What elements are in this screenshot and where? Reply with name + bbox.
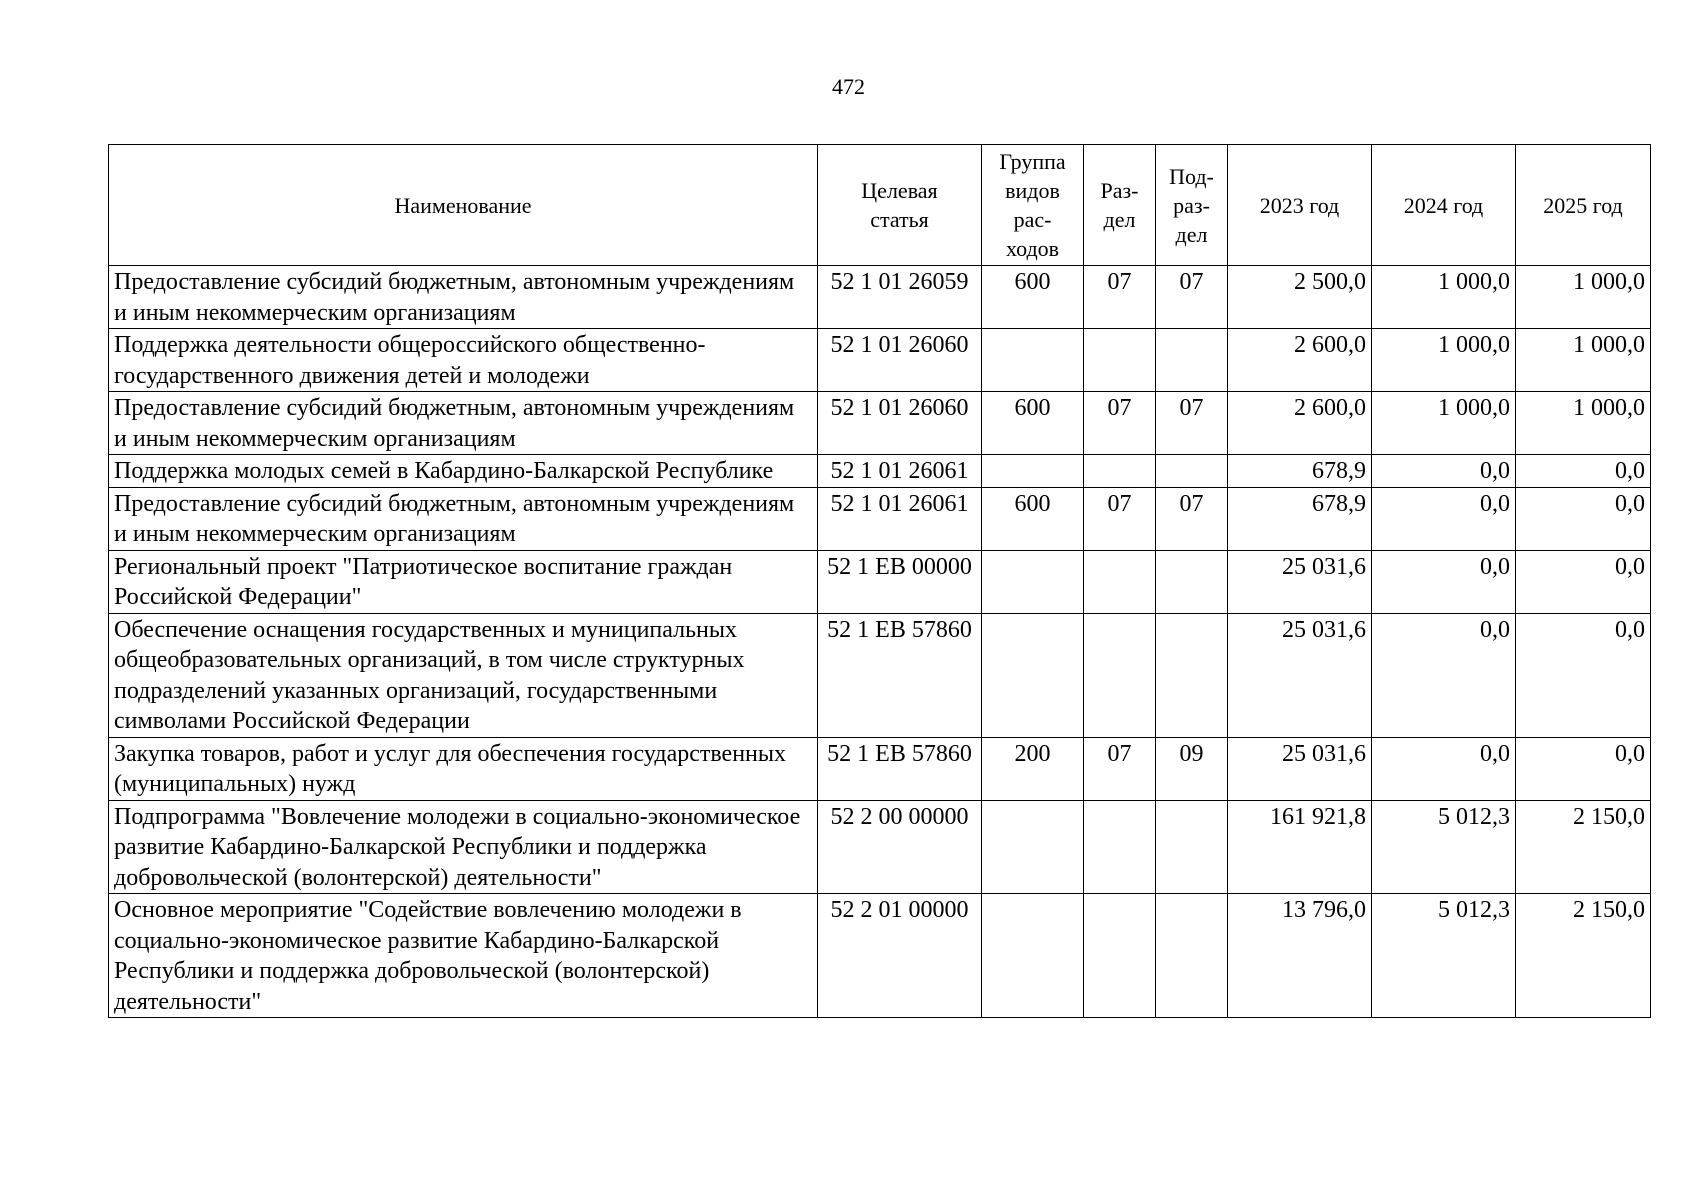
cell-target-article: 52 1 01 26060	[818, 392, 982, 455]
header-expense-group-line: рас-	[1013, 207, 1052, 232]
cell-2023: 25 031,6	[1228, 550, 1372, 613]
cell-2023: 678,9	[1228, 455, 1372, 488]
header-subsection-line: дел	[1175, 221, 1208, 247]
cell-expense-group	[982, 455, 1084, 488]
cell-target-article: 52 1 ЕВ 57860	[818, 613, 982, 737]
cell-2025: 0,0	[1516, 487, 1651, 550]
cell-target-article: 52 2 00 00000	[818, 800, 982, 894]
cell-subsection	[1156, 455, 1228, 488]
table-row	[109, 613, 1651, 737]
budget-table	[108, 144, 1651, 1018]
cell-2025: 2 150,0	[1516, 800, 1651, 894]
cell-target-article: 52 2 01 00000	[818, 894, 982, 1018]
table-row	[109, 392, 1651, 455]
cell-2025: 1 000,0	[1516, 329, 1651, 392]
header-expense-group	[982, 145, 1084, 266]
cell-2024: 0,0	[1372, 455, 1516, 488]
cell-subsection	[1156, 800, 1228, 894]
cell-subsection	[1156, 894, 1228, 1018]
cell-expense-group: 600	[982, 266, 1084, 329]
cell-target-article: 52 1 01 26061	[818, 487, 982, 550]
cell-section	[1084, 613, 1156, 737]
header-name: Наименование	[109, 145, 818, 266]
cell-section: 07	[1084, 737, 1156, 800]
table-row	[109, 487, 1651, 550]
cell-2024: 1 000,0	[1372, 329, 1516, 392]
header-2023: 2023 год	[1228, 145, 1372, 266]
header-section	[1084, 145, 1156, 266]
cell-expense-group	[982, 894, 1084, 1018]
cell-target-article: 52 1 01 26059	[818, 266, 982, 329]
cell-target-article: 52 1 ЕВ 57860	[818, 737, 982, 800]
cell-2025: 0,0	[1516, 550, 1651, 613]
cell-2024: 0,0	[1372, 613, 1516, 737]
table-row	[109, 455, 1651, 488]
cell-2023: 25 031,6	[1228, 613, 1372, 737]
cell-name: Предоставление субсидий бюджетным, автономным учреждениям и иным некоммерческим организациям	[109, 392, 818, 455]
cell-name: Основное мероприятие "Содействие вовлечению молодежи в социально-экономическое развитие Кабардино-Балкарской Республики и поддержка добровольческой (волонтерской) деятельности"	[109, 894, 818, 1018]
cell-section: 07	[1084, 392, 1156, 455]
header-section-line: дел	[1103, 207, 1136, 232]
cell-expense-group: 600	[982, 487, 1084, 550]
table-row	[109, 737, 1651, 800]
cell-name: Подпрограмма "Вовлечение молодежи в социально-экономическое развитие Кабардино-Балкарской Республики и поддержка добровольческой (волонтерской) деятельности"	[109, 800, 818, 894]
cell-name: Поддержка деятельности общероссийского общественно-государственного движения детей и молодежи	[109, 329, 818, 392]
cell-name: Предоставление субсидий бюджетным, автономным учреждениям и иным некоммерческим организациям	[109, 487, 818, 550]
cell-2024: 0,0	[1372, 550, 1516, 613]
cell-subsection: 07	[1156, 487, 1228, 550]
cell-target-article: 52 1 01 26061	[818, 455, 982, 488]
header-expense-group-line: видов	[1005, 178, 1060, 203]
cell-2025: 0,0	[1516, 613, 1651, 737]
header-2025: 2025 год	[1516, 145, 1651, 266]
cell-section	[1084, 550, 1156, 613]
cell-2023: 2 600,0	[1228, 329, 1372, 392]
cell-2024: 5 012,3	[1372, 894, 1516, 1018]
cell-expense-group	[982, 800, 1084, 894]
cell-name: Закупка товаров, работ и услуг для обеспечения государственных (муниципальных) нужд	[109, 737, 818, 800]
cell-section	[1084, 455, 1156, 488]
header-2024: 2024 год	[1372, 145, 1516, 266]
cell-subsection: 07	[1156, 266, 1228, 329]
header-expense-group-line: ходов	[1005, 236, 1060, 261]
header-subsection-line: Под-	[1169, 163, 1214, 189]
cell-expense-group	[982, 613, 1084, 737]
cell-target-article: 52 1 ЕВ 00000	[818, 550, 982, 613]
cell-expense-group	[982, 329, 1084, 392]
cell-expense-group	[982, 550, 1084, 613]
header-subsection-line: раз-	[1173, 192, 1210, 218]
header-target	[818, 145, 982, 266]
cell-2025: 0,0	[1516, 455, 1651, 488]
header-expense-group-line: Группа	[999, 149, 1066, 174]
table-row	[109, 894, 1651, 1018]
table-row	[109, 550, 1651, 613]
cell-subsection: 07	[1156, 392, 1228, 455]
cell-name: Региональный проект "Патриотическое воспитание граждан Российской Федерации"	[109, 550, 818, 613]
table-body	[109, 266, 1651, 1018]
cell-section	[1084, 329, 1156, 392]
cell-2025: 1 000,0	[1516, 266, 1651, 329]
table-row	[109, 266, 1651, 329]
cell-subsection: 09	[1156, 737, 1228, 800]
cell-name: Предоставление субсидий бюджетным, автономным учреждениям и иным некоммерческим организациям	[109, 266, 818, 329]
cell-2023: 25 031,6	[1228, 737, 1372, 800]
cell-2025: 0,0	[1516, 737, 1651, 800]
cell-2024: 1 000,0	[1372, 266, 1516, 329]
cell-name: Обеспечение оснащения государственных и муниципальных общеобразовательных организаций, в том числе структурных подразделений указанных организаций, государственными символами Российской Федерации	[109, 613, 818, 737]
cell-2025: 1 000,0	[1516, 392, 1651, 455]
table-row	[109, 800, 1651, 894]
cell-name: Поддержка молодых семей в Кабардино-Балкарской Республике	[109, 455, 818, 488]
header-subsection	[1156, 145, 1228, 266]
page-number: 472	[832, 74, 865, 99]
cell-subsection	[1156, 550, 1228, 613]
cell-target-article: 52 1 01 26060	[818, 329, 982, 392]
cell-2023: 13 796,0	[1228, 894, 1372, 1018]
cell-2023: 2 500,0	[1228, 266, 1372, 329]
cell-section: 07	[1084, 487, 1156, 550]
header-target-line: Целевая	[861, 178, 938, 203]
cell-section: 07	[1084, 266, 1156, 329]
cell-section	[1084, 800, 1156, 894]
cell-2024: 0,0	[1372, 487, 1516, 550]
cell-expense-group: 200	[982, 737, 1084, 800]
cell-2024: 0,0	[1372, 737, 1516, 800]
cell-2023: 678,9	[1228, 487, 1372, 550]
cell-subsection	[1156, 329, 1228, 392]
cell-subsection	[1156, 613, 1228, 737]
cell-2024: 1 000,0	[1372, 392, 1516, 455]
table-row	[109, 329, 1651, 392]
cell-2023: 161 921,8	[1228, 800, 1372, 894]
cell-2023: 2 600,0	[1228, 392, 1372, 455]
cell-2025: 2 150,0	[1516, 894, 1651, 1018]
cell-2024: 5 012,3	[1372, 800, 1516, 894]
cell-expense-group: 600	[982, 392, 1084, 455]
cell-section	[1084, 894, 1156, 1018]
table-header-row	[109, 145, 1651, 266]
header-section-line: Раз-	[1100, 178, 1139, 203]
header-target-line: статья	[870, 207, 929, 232]
